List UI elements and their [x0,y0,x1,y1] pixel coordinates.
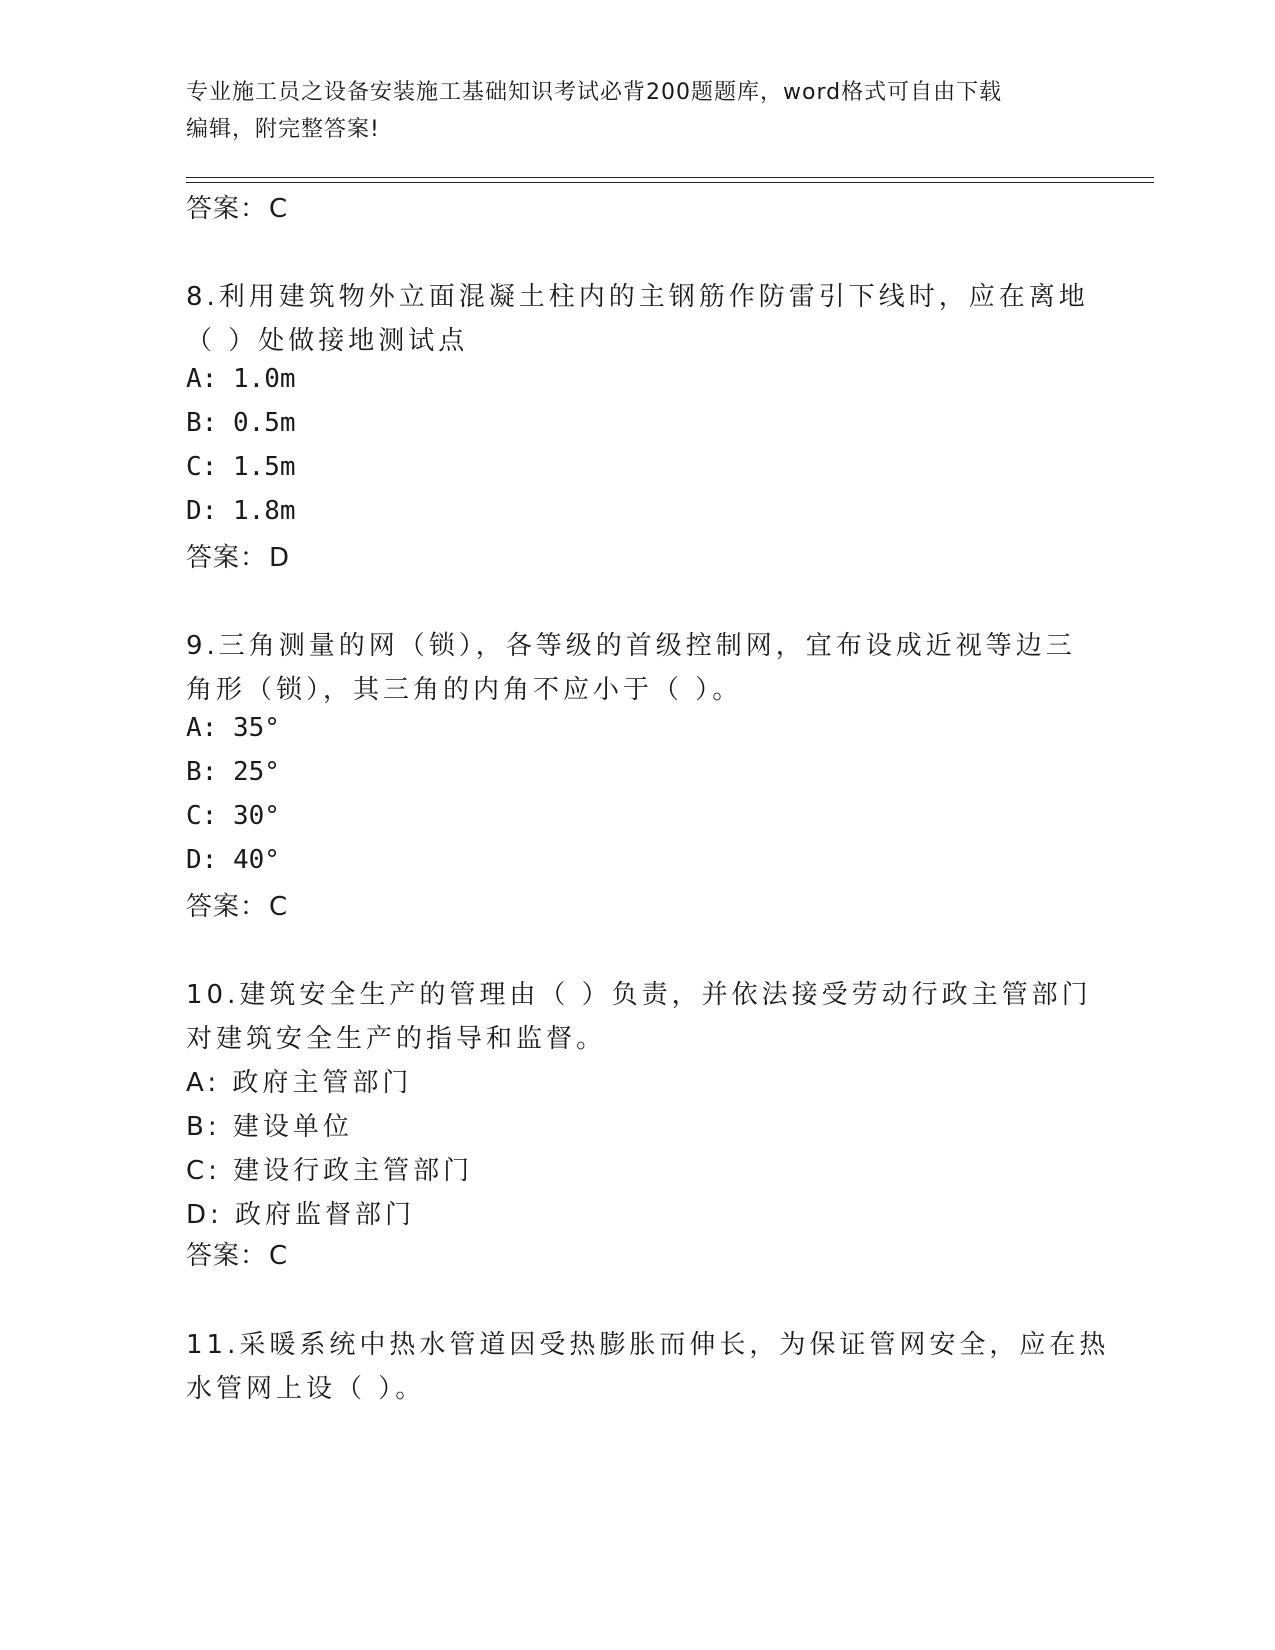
header-divider-bottom [186,182,1154,183]
question-9-option-b: B: 25° [186,757,280,787]
question-9-answer [186,886,288,923]
question-8-option-d: D: 1.8m [186,496,296,526]
answer-value: C [269,194,289,224]
question-9-option-a: A: 35° [186,713,280,743]
answer-value: C [269,1241,289,1271]
question-8-text-line-2: （ ）处做接地测试点 [186,326,469,356]
question-11-text-line-2: 水管网上设（ ）。 [186,1374,426,1404]
document-header [186,74,1086,148]
question-10-answer [186,1235,288,1272]
question-10-text-line-1: 10.建筑安全生产的管理由（ ）负责，并依法接受劳动行政主管部门 [186,980,1092,1010]
question-8-option-a: A: 1.0m [186,364,296,394]
answer-value: C [269,892,289,922]
question-8-option-c: C: 1.5m [186,452,296,482]
question-9-text-line-2: 角形（锁），其三角的内角不应小于（ ）。 [186,675,743,705]
question-10-option-c: C: 建设行政主管部门 [186,1156,474,1186]
question-9-text-line-1: 9.三角测量的网（锁），各等级的首级控制网，宜布设成近视等边三 [186,631,1076,661]
answer-label: 答案： [186,1241,268,1271]
question-9-option-d: D: 40° [186,845,280,875]
question-9-option-c: C: 30° [186,801,280,831]
header-divider-top [186,177,1154,178]
answer-value: D [269,543,291,573]
question-11-text-line-1: 11.采暖系统中热水管道因受热膨胀而伸长，为保证管网安全，应在热 [186,1330,1110,1360]
question-8-text-line-1: 8.利用建筑物外立面混凝土柱内的主钢筋作防雷引下线时，应在离地 [186,282,1089,312]
answer-label: 答案： [186,543,268,573]
header-title-line-2: 编辑，附完整答案! [186,117,380,142]
question-10-text-line-2: 对建筑安全生产的指导和监督。 [186,1024,607,1054]
question-8-option-b: B: 0.5m [186,408,296,438]
header-title-line-1: 专业施工员之设备安装施工基础知识考试必背200题题库，word格式可自由下载 [186,80,1003,105]
question-8-answer [186,537,290,574]
prev-answer [186,188,288,225]
answer-label: 答案： [186,892,268,922]
question-10-option-b: B: 建设单位 [186,1112,353,1142]
question-10-option-d: D: 政府监督部门 [186,1200,416,1230]
answer-label: 答案： [186,194,268,224]
question-10-option-a: A: 政府主管部门 [186,1068,413,1098]
